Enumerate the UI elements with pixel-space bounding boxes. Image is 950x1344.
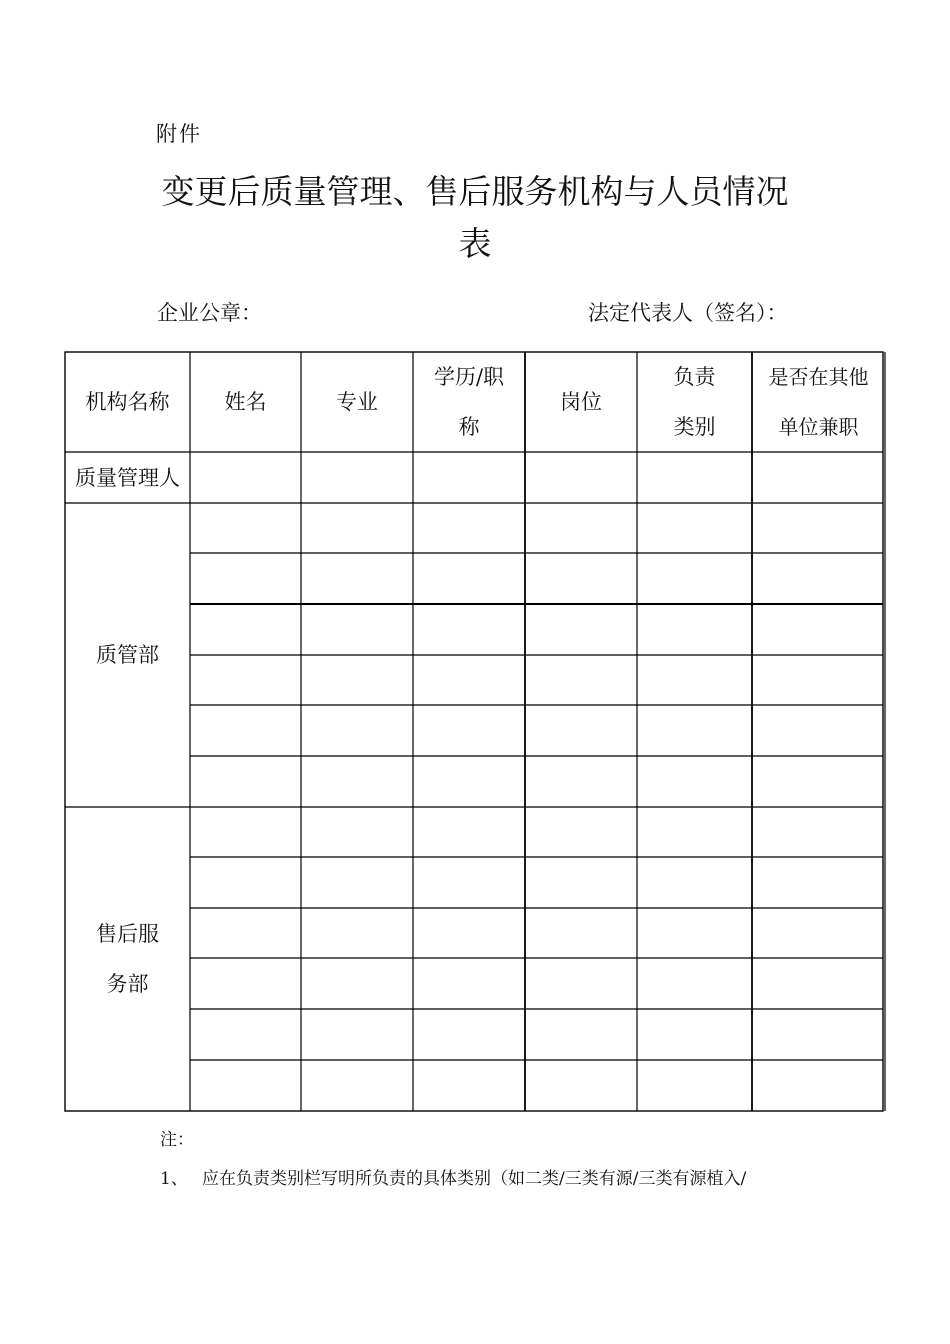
page-title: 变更后质量管理、售后服务机构与人员情况: [161, 172, 789, 211]
header-name: [190, 352, 301, 452]
group-after-sales-label-line2: 务部: [106, 972, 149, 996]
group-quality-manager: [65, 452, 190, 503]
company-seal-label: 企业公章：: [157, 301, 262, 325]
attachment-label: 附件: [156, 122, 202, 146]
group-quality-department-label: 质管部: [96, 643, 159, 667]
header-position: [525, 352, 637, 452]
header-education-title-line2: 称: [458, 415, 480, 439]
header-org-name: [65, 352, 190, 452]
header-org-name-text: 机构名称: [85, 390, 170, 414]
header-education-title: [413, 352, 525, 452]
header-major: [301, 352, 413, 452]
note-item-number: 1、: [160, 1169, 188, 1189]
header-part-time-line1: 是否在其他: [768, 365, 869, 389]
legal-representative-signature-label: 法定代表人（签名）：: [588, 301, 788, 325]
header-name-text: 姓名: [224, 390, 267, 414]
group-after-sales-department: [65, 807, 190, 1111]
header-major-text: 专业: [336, 390, 378, 414]
note-item-text: 应在负责类别栏写明所负责的具体类别（如二类/三类有源/三类有源植入/: [202, 1169, 747, 1189]
header-part-time-elsewhere: [752, 352, 885, 452]
page-title-continued: 表: [458, 224, 492, 263]
header-responsible-category-line2: 类别: [673, 415, 716, 439]
header-education-title-line1: 学历/职: [433, 365, 505, 389]
group-quality-department: [65, 503, 190, 807]
header-responsible-category-line1: 负责: [673, 365, 716, 389]
notes-label: 注：: [160, 1130, 194, 1150]
group-quality-manager-label: 质量管理人: [75, 465, 180, 490]
header-responsible-category: [637, 352, 752, 452]
header-part-time-line2: 单位兼职: [778, 415, 859, 439]
group-after-sales-label-line1: 售后服: [96, 922, 159, 946]
header-position-text: 岗位: [560, 390, 602, 414]
